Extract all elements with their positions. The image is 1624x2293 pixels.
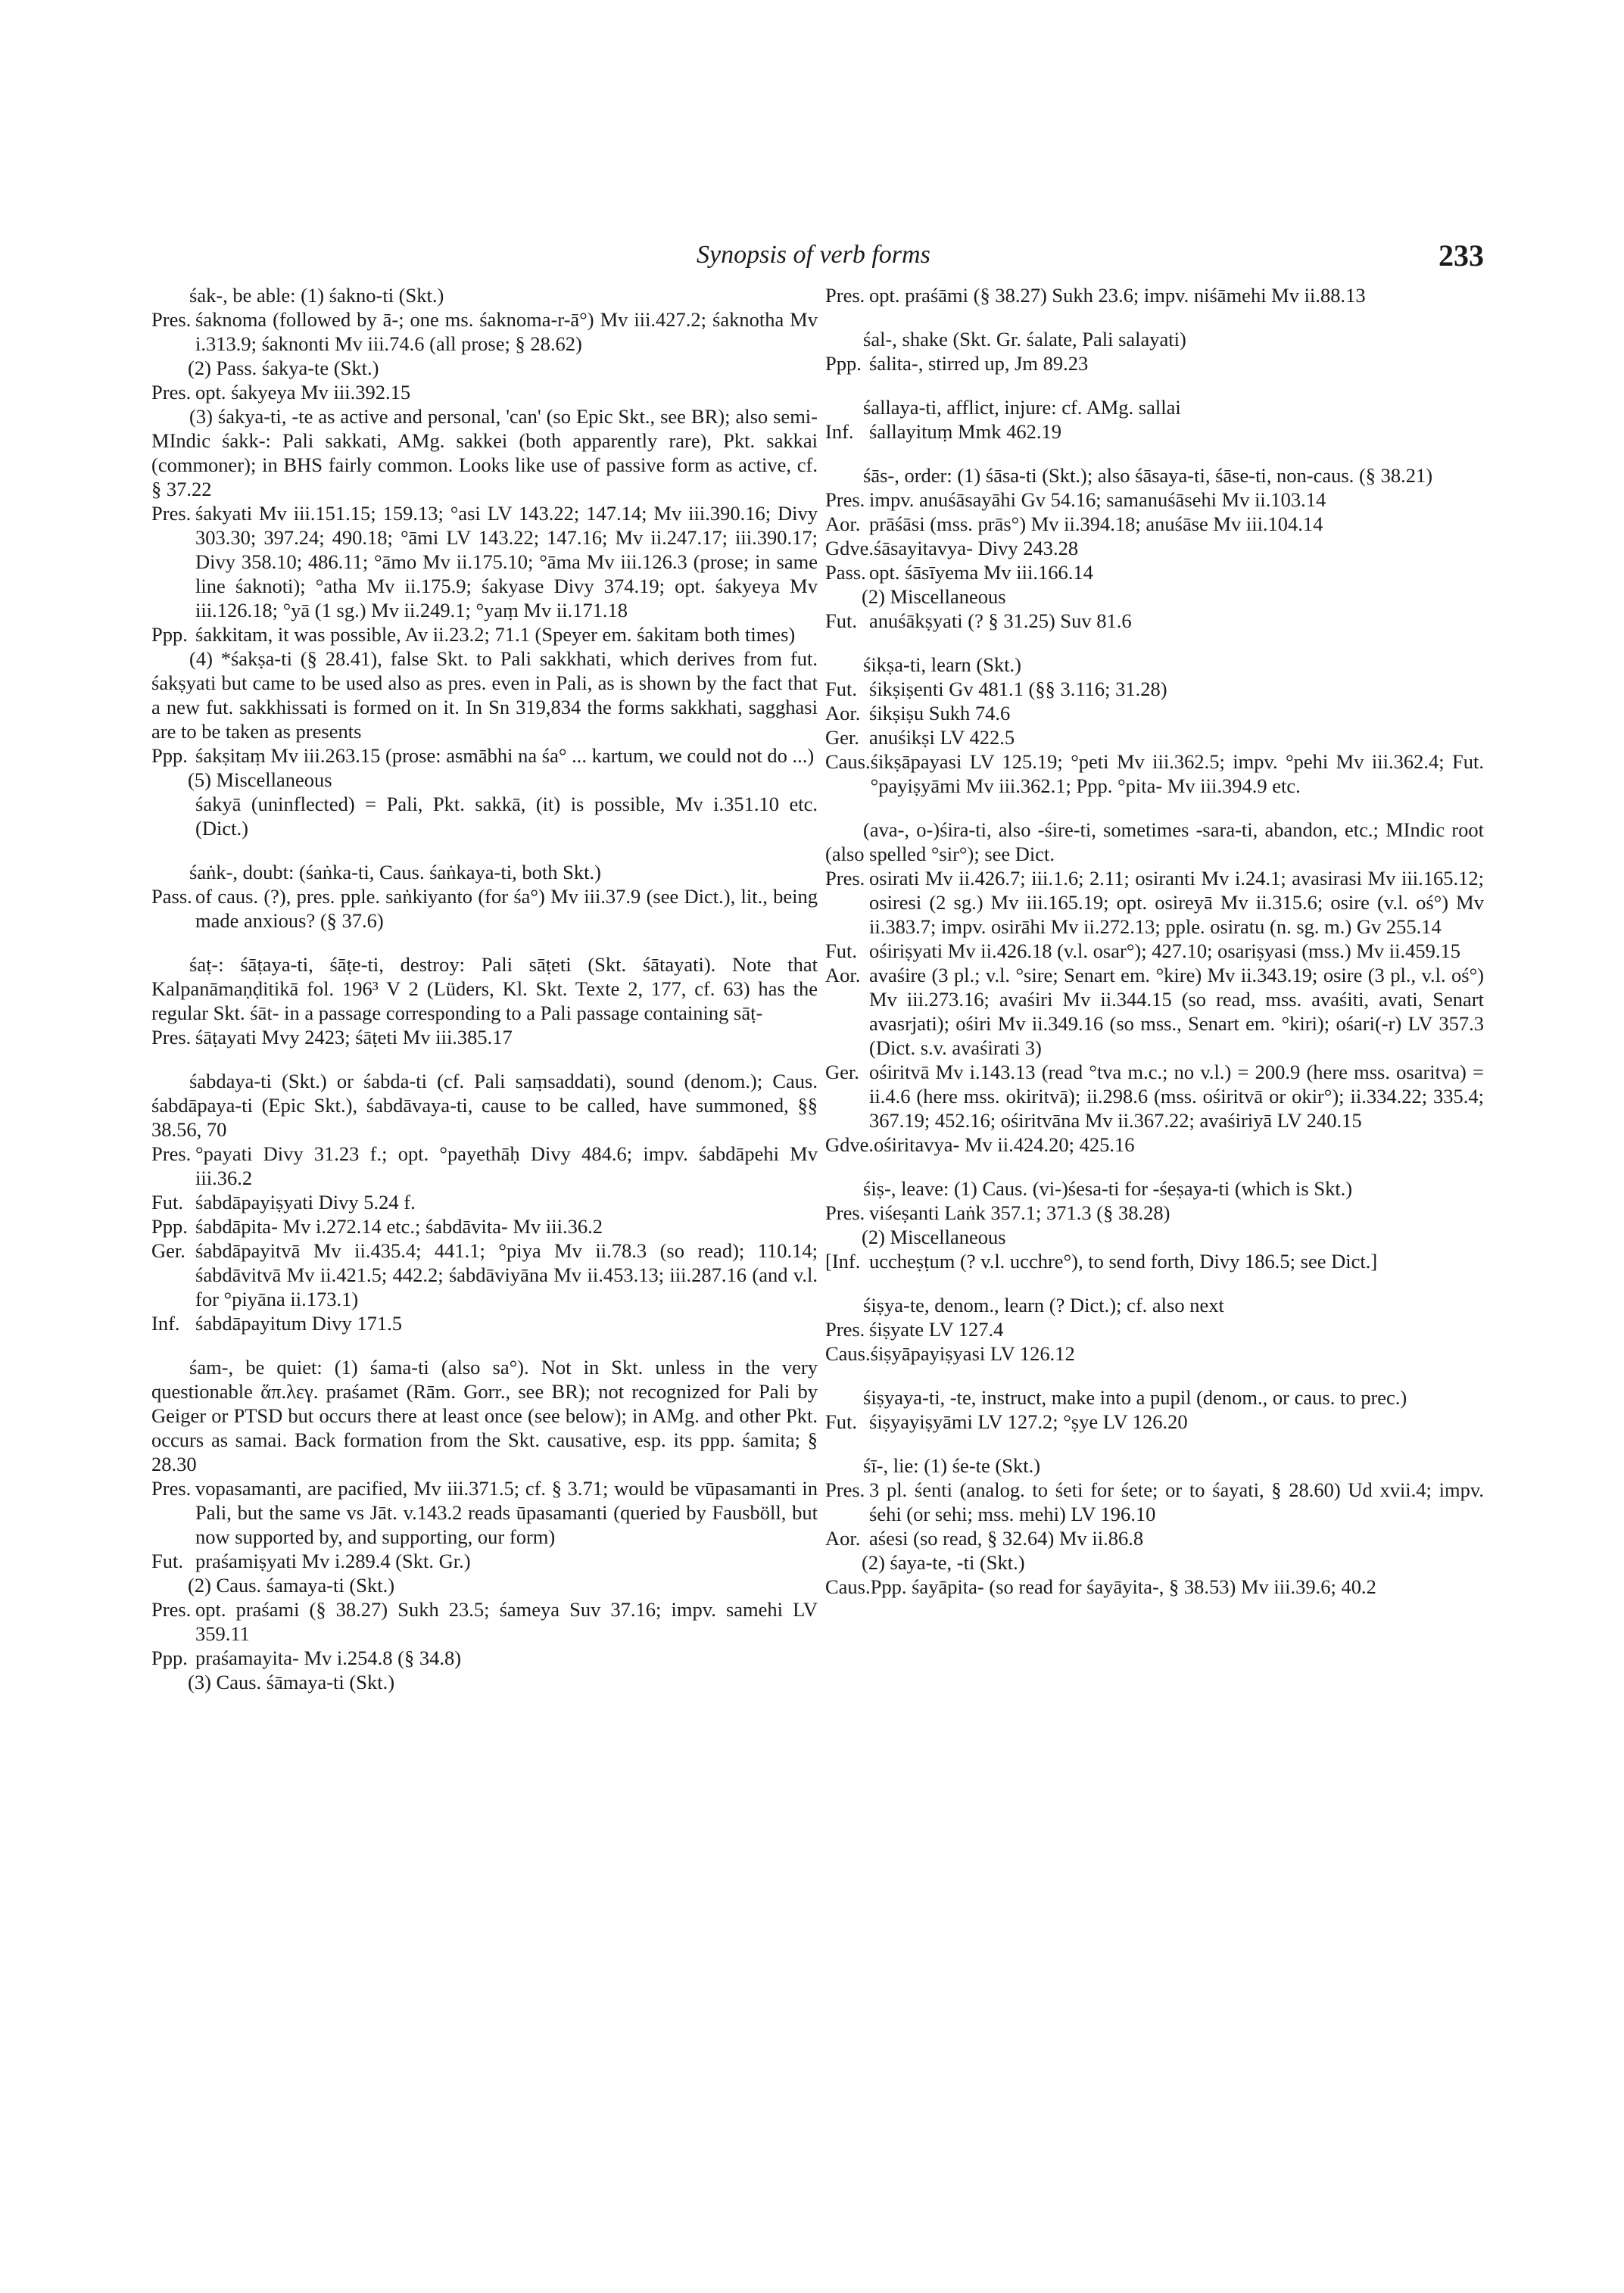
verb-entry	[151, 1355, 818, 1694]
form-label: Pres.	[825, 1201, 865, 1224]
form-label: Pres.	[825, 1478, 865, 1501]
form-label: Gdve.	[825, 1133, 874, 1156]
form-label: Pres.	[825, 488, 865, 511]
form-label: Inf.	[151, 1312, 180, 1335]
form-text: 3 pl. śenti (analog. to śeti for śete; or to śayati, § 28.60) Ud xvii.4; impv. śehi (or sehi; mss. mehi) LV 196.10	[869, 1478, 1484, 1525]
subsection-heading: (3) Caus. śāmaya-ti (Skt.)	[188, 1671, 395, 1693]
form-text: ośiritvā Mv i.143.13 (read °tva m.c.; no v.l.) = 200.9 (here mss. osaritva) = ii.4.6 (here mss. okiritvā); ii.298.6 (mss. ośiritvā or okir°); ii.334.22; 335.4; 367.19; 452.16; ośiritvāna Mv ii.367.22; avaśiriyā LV 240.15	[869, 1061, 1484, 1132]
entry-headword: śikṣa-ti, learn (Skt.)	[863, 653, 1022, 676]
subsection-heading: (5) Miscellaneous	[188, 768, 332, 791]
entry-headword: śak-, be able: (1) śakno-ti (Skt.)	[189, 284, 444, 307]
form-row	[825, 1341, 1484, 1366]
form-row	[825, 939, 1484, 963]
form-text: śakkitam, it was possible, Av ii.23.2; 71.1 (Speyer em. śakitam both times)	[195, 623, 796, 646]
verb-entry	[151, 283, 818, 840]
form-label: Fut.	[825, 1410, 857, 1433]
form-label: Caus.	[825, 750, 871, 773]
page-number: 233	[1439, 238, 1484, 273]
form-row	[151, 1476, 818, 1549]
form-text: ośiriṣyati Mv ii.426.18 (v.l. osar°); 427.10; osariṣyasi (mss.) Mv ii.459.15	[869, 939, 1461, 962]
form-text: śāṭayati Mvy 2423; śāṭeti Mv iii.385.17	[195, 1026, 513, 1048]
form-text: °payati Divy 31.23 f.; opt. °payethāḥ Divy 484.6; impv. śabdāpehi Mv iii.36.2	[195, 1142, 818, 1189]
form-text: śiṣyate LV 127.4	[869, 1318, 1004, 1341]
form-label: Aor.	[825, 702, 861, 724]
form-row	[825, 1132, 1484, 1157]
form-label: Fut.	[825, 609, 857, 632]
subsection-heading: (2) śaya-te, -ti (Skt.)	[862, 1551, 1025, 1574]
form-row	[825, 1478, 1484, 1526]
form-row	[825, 283, 1484, 307]
form-label: Pass.	[825, 561, 866, 584]
form-label: Caus.	[825, 1342, 871, 1365]
form-row	[825, 749, 1484, 798]
form-text: śikṣiṣenti Gv 481.1 (§§ 3.116; 31.28)	[869, 678, 1167, 700]
form-label: Ger.	[825, 726, 859, 749]
form-row	[151, 792, 818, 840]
form-row	[825, 1249, 1484, 1273]
verb-entry	[825, 818, 1484, 1157]
form-row	[825, 1526, 1484, 1550]
form-text: śakyā (uninflected) = Pali, Pkt. sakkā, (it) is possible, Mv i.351.10 etc. (Dict.)	[195, 793, 818, 840]
form-label: Inf.	[825, 420, 854, 443]
form-row	[825, 609, 1484, 633]
form-label: Fut.	[825, 939, 857, 962]
form-text: śikṣāpayasi LV 125.19; °peti Mv iii.362.5; impv. °pehi Mv iii.362.4; Fut. °payiṣyāmi Mv iii.362.1; Ppp. °pita- Mv iii.394.9 etc.	[870, 750, 1484, 797]
form-text: śallayituṃ Mmk 462.19	[869, 420, 1061, 443]
form-text: anuśikṣi LV 422.5	[869, 726, 1015, 749]
form-label: Pres.	[151, 1142, 192, 1165]
form-row	[151, 307, 818, 356]
form-text: śabdāpayitum Divy 171.5	[195, 1312, 403, 1335]
form-row	[825, 725, 1484, 749]
form-label: Ppp.	[151, 1215, 188, 1238]
entry-headword: śiṣ-, leave: (1) Caus. (vi-)śesa-ti for -śeṣaya-ti (which is Skt.)	[863, 1177, 1353, 1200]
form-row	[151, 884, 818, 933]
entry-paragraph: (3) śakya-ti, -te as active and personal, 'can' (so Epic Skt., see BR); also semi-MIndic śakk-: Pali sakkati, AMg. sakkei (both apparently rare), Pkt. sakkai (commoner); in BHS fairly common. Looks like use of passive form as active, cf. § 37.22	[151, 405, 818, 500]
form-text: śabdāpayitvā Mv ii.435.4; 441.1; °piya Mv ii.78.3 (so read); 110.14; śabdāvitvā Mv ii.421.5; 442.2; śabdāviyāna Mv ii.453.13; iii.287.16 (and v.l. for °piyāna ii.173.1)	[195, 1239, 818, 1310]
form-label: Pres.	[151, 1477, 192, 1500]
form-row	[825, 866, 1484, 939]
form-text: opt. praśāmi (§ 38.27) Sukh 23.6; impv. niśāmehi Mv ii.88.13	[869, 284, 1366, 307]
form-text: śiṣyayiṣyāmi LV 127.2; °ṣye LV 126.20	[869, 1410, 1188, 1433]
form-label: Fut.	[151, 1191, 183, 1213]
form-text: anuśākṣyati (? § 31.25) Suv 81.6	[869, 609, 1132, 632]
form-label: [Inf.	[825, 1250, 861, 1273]
form-row	[151, 501, 818, 622]
entry-headword: śabdaya-ti (Skt.) or śabda-ti (cf. Pali saṃsaddati), sound (denom.); Caus. śabdāpaya-ti (Epic Skt.), śabdāvaya-ti, cause to be called, have summoned, §§ 38.56, 70	[151, 1070, 818, 1141]
verb-entry	[825, 395, 1484, 444]
form-row	[151, 1238, 818, 1311]
entry-headword: śal-, shake (Skt. Gr. śalate, Pali salayati)	[863, 328, 1186, 350]
form-label: Ger.	[151, 1239, 185, 1262]
verb-entry	[825, 1453, 1484, 1599]
entry-paragraph: (4) *śakṣa-ti (§ 28.41), false Skt. to Pali sakkhati, which derives from fut. śakṣyati but came to be used also as pres. even in Pali, as is shown by the fact that a new fut. sakkhissati is formed on it. In Sn 319,834 the forms sakkhati, sagghasi are to be taken as presents	[151, 647, 818, 743]
subsection-heading: (2) Miscellaneous	[862, 585, 1006, 608]
form-row	[825, 512, 1484, 536]
subsection-heading: (2) Pass. śakya-te (Skt.)	[188, 357, 379, 379]
subsection-heading: (2) Caus. śamaya-ti (Skt.)	[188, 1574, 395, 1597]
form-text: śiṣyāpayiṣyasi LV 126.12	[870, 1342, 1075, 1365]
form-label: Pres.	[151, 1598, 192, 1621]
form-text: Ppp. śayāpita- (so read for śayāyita-, § 38.53) Mv iii.39.6; 40.2	[870, 1575, 1376, 1598]
form-row	[151, 1142, 818, 1190]
form-text: vopasamanti, are pacified, Mv iii.371.5; cf. § 3.71; would be vūpasamanti in Pali, but the same vs Jāt. v.143.2 reads ūpasamanti (queried by Fausböll, but now supported by, and supporting, our form)	[195, 1477, 818, 1548]
entry-headword: śās-, order: (1) śāsa-ti (Skt.); also śāsaya-ti, śāse-ti, non-caus. (§ 38.21)	[863, 464, 1433, 487]
form-row	[151, 1549, 818, 1573]
form-text: śaknoma (followed by ā-; one ms. śaknoma-r-ā°) Mv iii.427.2; śaknotha Mv i.313.9; śaknonti Mv iii.74.6 (all prose; § 28.62)	[195, 308, 818, 355]
verb-entry	[151, 860, 818, 933]
form-label: Pres.	[825, 1318, 865, 1341]
form-row	[825, 701, 1484, 725]
verb-entry	[151, 1069, 818, 1335]
verb-entry	[151, 952, 818, 1049]
subsection-heading: (2) Miscellaneous	[862, 1226, 1006, 1248]
form-row	[151, 1597, 818, 1646]
form-label: Pass.	[151, 885, 192, 908]
verb-entry	[825, 327, 1484, 375]
entry-headword: śaṭ-: śāṭaya-ti, śāṭe-ti, destroy: Pali sāṭeti (Skt. śātayati). Note that Kalpanāmaṇḍitikā fol. 196³ V 2 (Lüders, Kl. Skt. Texte 2, 177, cf. 63) has the regular Skt. śāt- in a passage corresponding to a Pali passage containing sāṭ-	[151, 953, 818, 1024]
form-row	[151, 1214, 818, 1238]
form-label: Ger.	[825, 1061, 859, 1083]
entry-headword: śaṅk-, doubt: (śaṅka-ti, Caus. śaṅkaya-ti, both Skt.)	[189, 861, 601, 883]
form-text: of caus. (?), pres. pple. saṅkiyanto (for śa°) Mv iii.37.9 (see Dict.), lit., being made anxious? (§ 37.6)	[195, 885, 818, 932]
verb-entry	[825, 1176, 1484, 1273]
entry-headword: śiṣyaya-ti, -te, instruct, make into a pupil (denom., or caus. to prec.)	[863, 1386, 1407, 1409]
form-label: Fut.	[825, 678, 857, 700]
form-label: Gdve.	[825, 537, 874, 559]
form-text: opt. śāsīyema Mv iii.166.14	[869, 561, 1093, 584]
form-label: Pres.	[151, 1026, 192, 1048]
form-text: śikṣiṣu Sukh 74.6	[869, 702, 1011, 724]
entry-headword: śam-, be quiet: (1) śama-ti (also sa°). Not in Skt. unless in the very questionable ἅπ.λεγ. praśamet (Rām. Gorr., see BR); not recognized for Pali by Geiger or PTSD but occurs there at least once (see below); in AMg. and other Pkt. occurs as samai. Back formation from the Skt. causative, esp. its ppp. śamita; § 28.30	[151, 1356, 818, 1475]
verb-entry	[825, 1293, 1484, 1366]
left-column	[151, 283, 818, 1714]
right-column	[825, 283, 1484, 1618]
form-text: śalita-, stirred up, Jm 89.23	[869, 352, 1089, 375]
form-row	[825, 963, 1484, 1060]
verb-entry	[825, 463, 1484, 633]
form-label	[151, 792, 195, 840]
form-row	[151, 1646, 818, 1670]
form-row	[151, 1025, 818, 1049]
form-row	[151, 743, 818, 768]
form-label: Pres.	[825, 867, 865, 889]
form-text: ośiritavya- Mv ii.424.20; 425.16	[874, 1133, 1135, 1156]
form-text: śabdāpayiṣyati Divy 5.24 f.	[195, 1191, 416, 1213]
form-label: Ppp.	[151, 623, 188, 646]
form-row	[151, 1190, 818, 1214]
verb-entry	[825, 283, 1484, 307]
entry-headword: (ava-, o-)śira-ti, also -śire-ti, sometimes -sara-ti, abandon, etc.; MIndic root (also spelled °sir°); see Dict.	[825, 818, 1484, 865]
form-text: śakyati Mv iii.151.15; 159.13; °asi LV 143.22; 147.14; Mv iii.390.16; Divy 303.30; 397.24; 490.18; °āmi LV 143.22; 147.16; Mv ii.247.17; iii.390.17; Divy 358.10; 486.11; °āmo Mv ii.175.10; °āma Mv iii.126.3 (prose; in same line śaknoti); °atha Mv ii.175.9; śakyase Divy 374.19; opt. śakyeya Mv iii.126.18; °yā (1 sg.) Mv ii.249.1; °yaṃ Mv ii.171.18	[195, 502, 818, 622]
form-row	[825, 1317, 1484, 1341]
form-row	[825, 1410, 1484, 1434]
form-label: Ppp.	[151, 744, 188, 767]
form-label: Aor.	[825, 964, 861, 986]
form-row	[825, 677, 1484, 701]
form-row	[825, 419, 1484, 444]
verb-entry	[825, 1385, 1484, 1434]
form-label: Ppp.	[825, 352, 862, 375]
form-text: avaśire (3 pl.; v.l. °sire; Senart em. °kire) Mv ii.343.19; osire (3 pl., v.l. oś°) Mv iii.273.16; avaśiri Mv ii.344.15 (so read, mss. avaśiti, avati, Senart avasrjati); ośiri Mv ii.349.16 (so mss., Senart em. °kiri); ośari(-r) LV 357.3 (Dict. s.v. avaśirati 3)	[869, 964, 1484, 1059]
form-label: Pres.	[151, 502, 192, 525]
form-text: uccheṣṭum (? v.l. ucchre°), to send forth, Divy 186.5; see Dict.]	[869, 1250, 1378, 1273]
form-row	[825, 1060, 1484, 1132]
form-text: opt. praśami (§ 38.27) Sukh 23.5; śameya Suv 37.16; impv. samehi LV 359.11	[195, 1598, 818, 1645]
form-row	[151, 380, 818, 404]
form-text: impv. anuśāsayāhi Gv 54.16; samanuśāsehi Mv ii.103.14	[869, 488, 1326, 511]
form-row	[151, 622, 818, 646]
form-label: Pres.	[151, 308, 192, 331]
form-text: osirati Mv ii.426.7; iii.1.6; 2.11; osiranti Mv i.24.1; avasirasi Mv iii.165.12; osiresi (2 sg.) Mv iii.165.19; opt. osireyā Mv ii.315.6; osire (v.l. oś°) Mv ii.383.7; impv. osirāhi Mv ii.272.13; pple. osiratu (n. sg. m.) Gv 255.14	[869, 867, 1484, 938]
entry-headword: śiṣya-te, denom., learn (? Dict.); cf. also next	[863, 1294, 1224, 1316]
form-row	[825, 536, 1484, 560]
form-row	[825, 351, 1484, 375]
form-text: viśeṣanti Laṅk 357.1; 371.3 (§ 38.28)	[869, 1201, 1170, 1224]
form-text: praśamiṣyati Mv i.289.4 (Skt. Gr.)	[195, 1550, 471, 1572]
entry-headword: śallaya-ti, afflict, injure: cf. AMg. sallai	[863, 396, 1181, 419]
form-label: Aor.	[825, 1527, 861, 1550]
form-text: śakṣitaṃ Mv iii.263.15 (prose: asmābhi na śa° ... kartum, we could not do ...)	[195, 744, 815, 767]
form-text: praśamayita- Mv i.254.8 (§ 34.8)	[195, 1647, 462, 1669]
form-label: Pres.	[151, 381, 192, 403]
form-row	[825, 560, 1484, 584]
form-text: śāsayitavya- Divy 243.28	[874, 537, 1079, 559]
entry-headword: śī-, lie: (1) śe-te (Skt.)	[863, 1454, 1041, 1477]
form-label: Fut.	[151, 1550, 183, 1572]
form-text: śabdāpita- Mv i.272.14 etc.; śabdāvita- Mv iii.36.2	[195, 1215, 603, 1238]
verb-entry	[825, 653, 1484, 798]
form-text: opt. śakyeya Mv iii.392.15	[195, 381, 411, 403]
running-header: Synopsis of verb forms	[697, 241, 930, 269]
form-row	[825, 1201, 1484, 1225]
form-text: aśesi (so read, § 32.64) Mv ii.86.8	[869, 1527, 1144, 1550]
form-label: Caus.	[825, 1575, 871, 1598]
form-row	[825, 1575, 1484, 1599]
form-row	[825, 488, 1484, 512]
form-label: Ppp.	[151, 1647, 188, 1669]
form-text: prāśāsi (mss. prās°) Mv ii.394.18; anuśāse Mv iii.104.14	[869, 512, 1323, 535]
form-label: Aor.	[825, 512, 861, 535]
form-label: Pres.	[825, 284, 865, 307]
form-row	[151, 1311, 818, 1335]
